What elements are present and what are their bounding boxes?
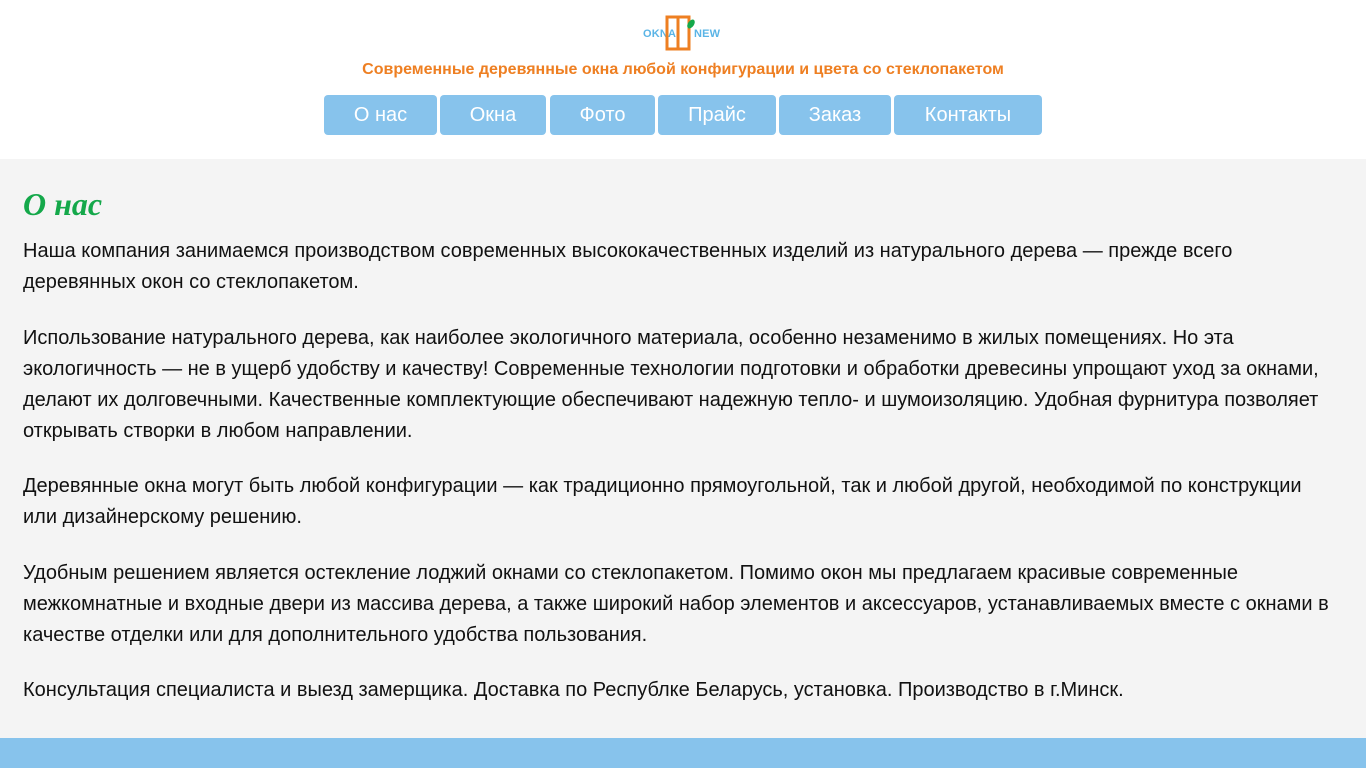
paragraph-ecology: Использование натурального дерева, как наиболее экологичного материала, особенно незаменимо в жилых помещениях. Но эта экологичность — не в ущерб удобству и качеству! Современные технологии подготовки и обработки древесины упрощают уход за окнами, делают их долговечными. Качественные комплектующие обеспечивают надежную тепло- и шумоизоляцию. Удобная фурнитура позволяет открывать створки в любом направлении. <box>23 327 1319 442</box>
site-header <box>0 0 1366 159</box>
page-title: О нас <box>23 186 103 222</box>
logo-text-right: NEW <box>694 28 721 40</box>
nav-item-windows[interactable]: Окна <box>440 95 546 135</box>
window-frame-icon <box>664 15 696 51</box>
paragraph-configuration: Деревянные окна могут быть любой конфигурации — как традиционно прямоугольной, так и любой другой, необходимой по конструкции или дизайнерскому решению. <box>23 475 1302 528</box>
paragraph-loggia: Удобным решением является остекление лоджий окнами со стеклопакетом. Помимо окон мы предлагаем красивые современные межкомнатные и входные двери из массива дерева, а также широкий набор элементов и аксессуаров, устанавливаемых вместе с окнами в качестве отделки или для дополнительного удобства пользования. <box>23 562 1329 646</box>
site-tagline: Современные деревянные окна любой конфигурации и цвета со стеклопакетом <box>362 61 1004 78</box>
nav-item-about[interactable]: О нас <box>324 95 437 135</box>
nav-item-contacts[interactable]: Контакты <box>894 95 1042 135</box>
logo-text-left: OKNA <box>643 28 677 40</box>
nav-item-order[interactable]: Заказ <box>779 95 891 135</box>
nav-item-price[interactable]: Прайс <box>658 95 776 135</box>
paragraph-intro: Наша компания занимаемся производством современных высококачественных изделий из натурального дерева — прежде всего деревянных окон со стеклопакетом. <box>23 240 1233 293</box>
footer-bar <box>0 738 1366 768</box>
site-logo[interactable] <box>642 15 726 53</box>
nav-item-photo[interactable]: Фото <box>550 95 655 135</box>
paragraph-consultation: Консультация специалиста и выезд замерщика. Доставка по Республке Беларусь, установка. Производство в г.Минск. <box>23 679 1124 701</box>
